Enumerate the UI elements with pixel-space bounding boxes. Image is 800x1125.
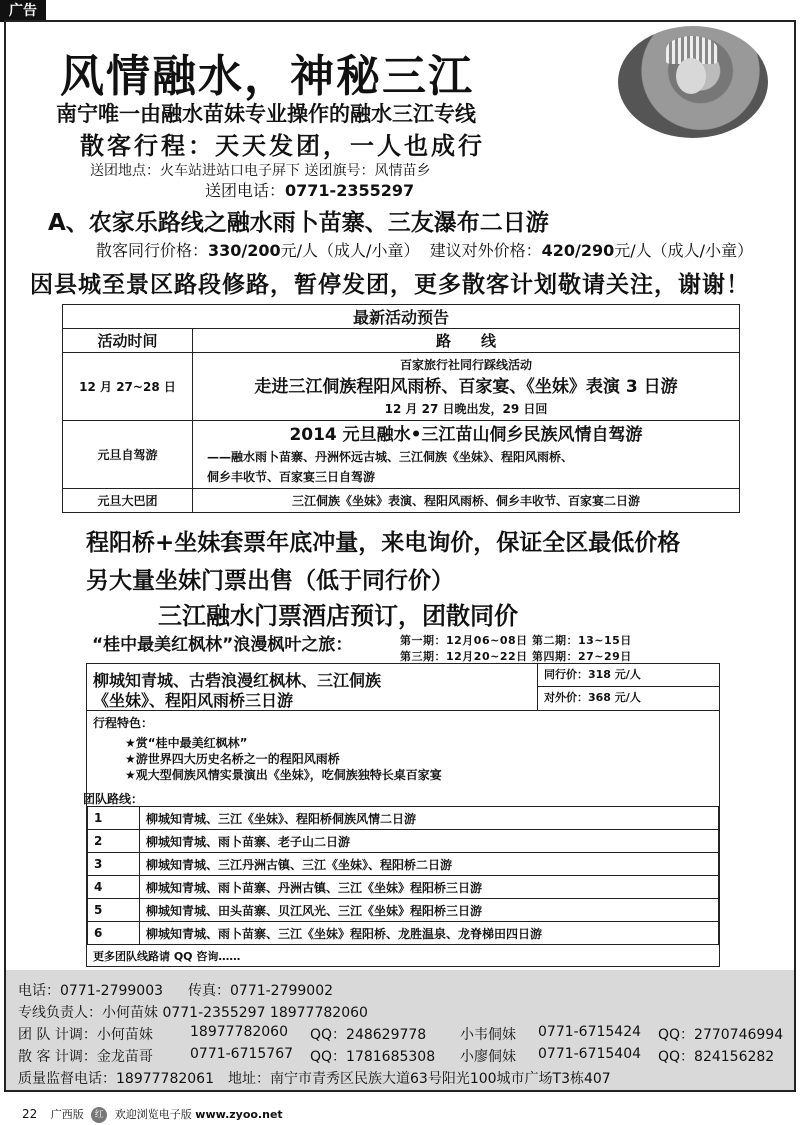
road-notice: 因县城至景区路段修路，暂停发团，更多散客计划敬请关注，谢谢！ bbox=[30, 272, 750, 298]
table-row bbox=[88, 807, 719, 830]
team-planner2-qq[interactable]: QQ：2770746994 bbox=[658, 1027, 784, 1043]
tour-name: 柳城知青城、古砦浪漫红枫林、三江侗族 bbox=[93, 671, 382, 690]
maple-phase-row: 第一期：12月06~08日 第二期：13~15日 bbox=[400, 634, 632, 647]
activity-row bbox=[63, 421, 740, 489]
route-no: 4 bbox=[88, 876, 140, 899]
page-number: 22 bbox=[22, 1107, 38, 1121]
divider bbox=[87, 710, 719, 711]
fax: 传真：0771-2799002 bbox=[188, 983, 334, 999]
activity-caption: 最新活动预告 bbox=[63, 305, 740, 329]
team-planner2-label: 小韦侗妹 bbox=[460, 1027, 516, 1043]
activity-time: 元旦大巴团 bbox=[63, 489, 193, 513]
feature-item: ★观大型侗族风情实景演出《坐妹》，吃侗族独特长桌百家宴 bbox=[125, 768, 442, 782]
activity-line: 三江侗族《坐妹》表演、程阳风雨桥、侗乡丰收节、百家宴二日游 bbox=[193, 489, 740, 513]
activity-line: ——融水雨卜苗寨、丹洲怀远古城、三江侗族《坐妹》、程阳风雨桥、 bbox=[207, 449, 574, 464]
route-desc: 柳城知青城、田头苗寨、贝江风光、三江《坐妹》程阳桥三日游 bbox=[140, 899, 719, 922]
features-title: 行程特色： bbox=[93, 716, 154, 730]
send-phone-label: 送团电话： bbox=[205, 181, 286, 200]
retail-price-unit: 元/人（成人/小童） bbox=[614, 241, 754, 260]
promo-line: 程阳桥+坐妹套票年底冲量，来电询价，保证全区最低价格 bbox=[86, 530, 681, 556]
website-link[interactable]: www.zyoo.net bbox=[195, 1108, 283, 1121]
peer-price-label: 散客同行价格： bbox=[96, 241, 209, 260]
route-desc: 柳城知青城、雨卜苗寨、丹洲古镇、三江《坐妹》程阳桥三日游 bbox=[140, 876, 719, 899]
fit-planner-phone[interactable]: 0771-6715767 bbox=[190, 1046, 294, 1062]
table-row bbox=[88, 899, 719, 922]
col-time-header: 活动时间 bbox=[63, 329, 193, 353]
route-a-title: A、农家乐路线之融水雨卜苗寨、三友瀑布二日游 bbox=[48, 210, 549, 236]
peer-price-unit: 元/人（成人/小童） bbox=[280, 241, 420, 260]
team-planner2-phone[interactable]: 0771-6715424 bbox=[538, 1024, 642, 1040]
welcome-text: 欢迎浏览电子版 bbox=[114, 1108, 192, 1121]
route-a-price bbox=[96, 238, 753, 261]
team-routes-table bbox=[87, 806, 719, 945]
activity-line: 12 月 27 日晚出发，29 日回 bbox=[384, 401, 548, 416]
table-row bbox=[88, 830, 719, 853]
activity-row bbox=[63, 353, 740, 421]
route-no: 2 bbox=[88, 830, 140, 853]
fit-planner-qq[interactable]: QQ：1781685308 bbox=[310, 1049, 436, 1065]
more-routes-note: 更多团队线路请 QQ 咨询…… bbox=[93, 950, 241, 963]
send-phone bbox=[205, 178, 414, 201]
route-desc: 柳城知青城、雨卜苗寨、老子山二日游 bbox=[140, 830, 719, 853]
route-desc: 柳城知青城、雨卜苗寨、三江《坐妹》程阳桥、龙胜温泉、龙脊梯田四日游 bbox=[140, 922, 719, 945]
table-row bbox=[88, 876, 719, 899]
fit-planner2-label: 小廖侗妹 bbox=[460, 1049, 516, 1065]
tour-peer-price: 同行价：318 元/人 bbox=[538, 664, 719, 687]
route-desc: 柳城知青城、三江丹洲古镇、三江《坐妹》、程阳桥二日游 bbox=[140, 853, 719, 876]
route-desc: 柳城知青城、三江《坐妹》、程阳桥侗族风情二日游 bbox=[140, 807, 719, 830]
contact-panel bbox=[6, 970, 794, 1090]
quality-phone[interactable]: 质量监督电话：18977782061 bbox=[18, 1071, 214, 1087]
route-no: 3 bbox=[88, 853, 140, 876]
address: 地址：南宁市青秀区民族大道63号阳光100城市广场T3栋407 bbox=[228, 1071, 611, 1087]
fit-planner2-qq[interactable]: QQ：824156282 bbox=[658, 1049, 775, 1065]
tagline: 散客行程：天天发团，一人也成行 bbox=[80, 132, 485, 160]
route-no: 1 bbox=[88, 807, 140, 830]
activity-time: 12 月 27~28 日 bbox=[63, 353, 193, 421]
maple-phase-row: 第三期：12月20~22日 第四期：27~29日 bbox=[400, 650, 632, 663]
subtitle: 南宁唯一由融水苗妹专业操作的融水三江专线 bbox=[56, 102, 476, 126]
fit-planner2-phone[interactable]: 0771-6715404 bbox=[538, 1046, 642, 1062]
ad-title: 风情融水，神秘三江 bbox=[60, 51, 474, 102]
edition-label: 广西版 bbox=[50, 1108, 84, 1121]
activity-line: 2014 元旦融水•三江苗山侗乡民族风情自驾游 bbox=[289, 424, 643, 445]
team-planner-qq[interactable]: QQ：248629778 bbox=[310, 1027, 427, 1043]
ad-tag: 广告 bbox=[0, 0, 46, 22]
tour-price-box bbox=[537, 664, 719, 710]
activity-row bbox=[63, 489, 740, 513]
activity-line: 走进三江侗族程阳风雨桥、百家宴、《坐妹》表演 3 日游 bbox=[254, 376, 678, 397]
feature-item: ★赏“桂中最美红枫林” bbox=[125, 736, 248, 750]
col-route-header: 路 线 bbox=[193, 329, 740, 353]
activity-line: 百家旅行社同行踩线活动 bbox=[399, 357, 532, 372]
magazine-logo-icon: 红 bbox=[91, 1107, 107, 1123]
send-phone-number[interactable]: 0771-2355297 bbox=[285, 181, 415, 200]
feature-item: ★游世界四大历史名桥之一的程阳风雨桥 bbox=[125, 752, 340, 766]
peer-price: 330/200 bbox=[208, 241, 281, 260]
retail-price-label: 建议对外价格： bbox=[429, 241, 542, 260]
page-footer bbox=[22, 1106, 283, 1123]
activity-line: 侗乡丰收节、百家宴三日自驾游 bbox=[207, 469, 376, 484]
promo-line: 另大量坐妹门票出售（低于同行价） bbox=[86, 568, 454, 594]
office-phone[interactable]: 电话：0771-2799003 bbox=[18, 983, 164, 999]
face-icon bbox=[676, 58, 706, 94]
miao-girl-photo bbox=[618, 26, 768, 138]
activity-table bbox=[62, 304, 740, 513]
fit-planner-label: 散 客 计调：金龙苗哥 bbox=[18, 1049, 153, 1065]
tour-retail-price: 对外价：368 元/人 bbox=[544, 691, 641, 704]
table-row bbox=[88, 922, 719, 945]
team-planner-label: 团 队 计调：小何苗妹 bbox=[18, 1027, 153, 1043]
tour-name: 《坐妹》、程阳风雨桥三日游 bbox=[93, 691, 294, 710]
promo-line: 三江融水门票酒店预订，团散同价 bbox=[158, 602, 518, 630]
meeting-info: 送团地点：火车站进站口电子屏下 送团旗号：风情苗乡 bbox=[90, 163, 431, 179]
team-routes-title: 团队路线： bbox=[83, 792, 144, 806]
maple-tour-box bbox=[83, 663, 720, 967]
route-no: 6 bbox=[88, 922, 140, 945]
line-manager[interactable]: 专线负责人：小何苗妹 0771-2355297 18977782060 bbox=[18, 1005, 368, 1021]
maple-tour-title: “桂中最美红枫林”浪漫枫叶之旅： bbox=[92, 635, 353, 655]
activity-time: 元旦自驾游 bbox=[63, 421, 193, 489]
route-no: 5 bbox=[88, 899, 140, 922]
retail-price: 420/290 bbox=[541, 241, 615, 260]
team-planner-phone[interactable]: 18977782060 bbox=[190, 1024, 288, 1040]
table-row bbox=[88, 853, 719, 876]
